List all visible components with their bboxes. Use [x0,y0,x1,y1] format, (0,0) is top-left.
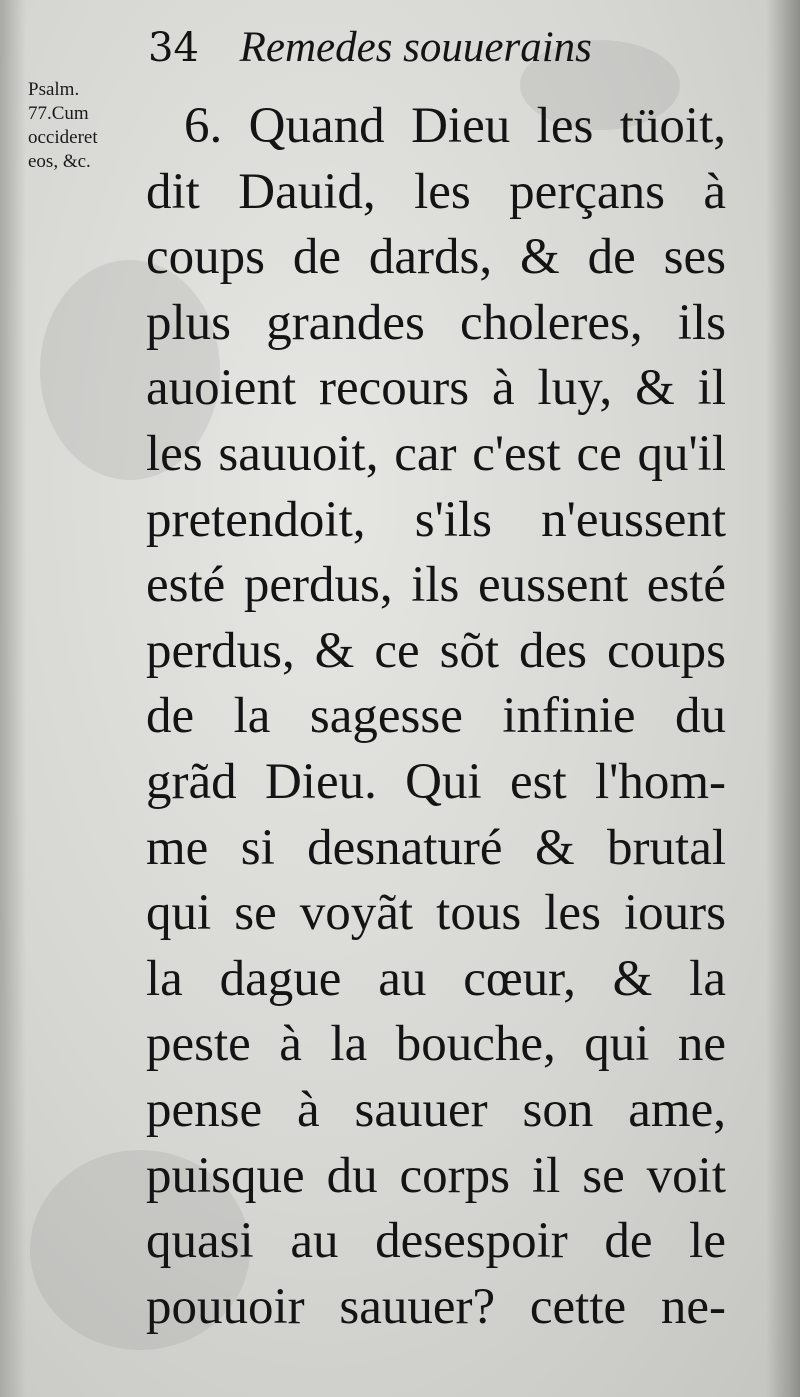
text-line: de la sagesse infinie du [146,688,726,745]
text-line: la dague au cœur, & la [146,950,726,1007]
text-line: les sauuoit, car c'est ce qu'il [146,425,726,482]
margin-note-line: Psalm. [28,79,80,100]
text-line: perdus, & ce sõt des coups [146,622,726,679]
text-line: quasi au desespoir de le [146,1213,726,1270]
text-line: pretendoit, s'ils n'eussent [146,491,726,548]
body-text [146,94,726,1340]
running-head [148,18,592,78]
text-line: auoient recours à luy, & il [146,360,726,417]
page-edge [766,0,800,1397]
text-line: qui se voyãt tous les iours [146,885,726,942]
text-line: plus grandes choleres, ils [146,294,726,351]
gutter-shadow [0,0,26,1397]
margin-note-line: occideret [28,127,98,148]
text-line: me si desnaturé & brutal [146,819,726,876]
text-line: puisque du corps il se voit [146,1147,726,1204]
text-line: pouuoir sauuer? cette ne- [146,1278,726,1335]
text-line: 6. Quand Dieu les tüoit, [184,98,726,154]
text-line: dit Dauid, les perçans à [146,163,726,220]
margin-note-line: 77.Cum [28,103,89,124]
page-number: 34 [148,25,199,71]
margin-note [28,78,148,174]
text-line: grãd Dieu. Qui est l'hom- [146,753,726,810]
text-line: pense à sauuer son ame, [146,1081,726,1138]
text-line: esté perdus, ils eussent esté [146,557,726,614]
text-line: peste à la bouche, qui ne [146,1016,726,1073]
text-line: coups de dards, & de ses [146,229,726,286]
running-head-title: Remedes souuerains [239,24,592,71]
margin-note-line: eos, &c. [28,151,91,172]
